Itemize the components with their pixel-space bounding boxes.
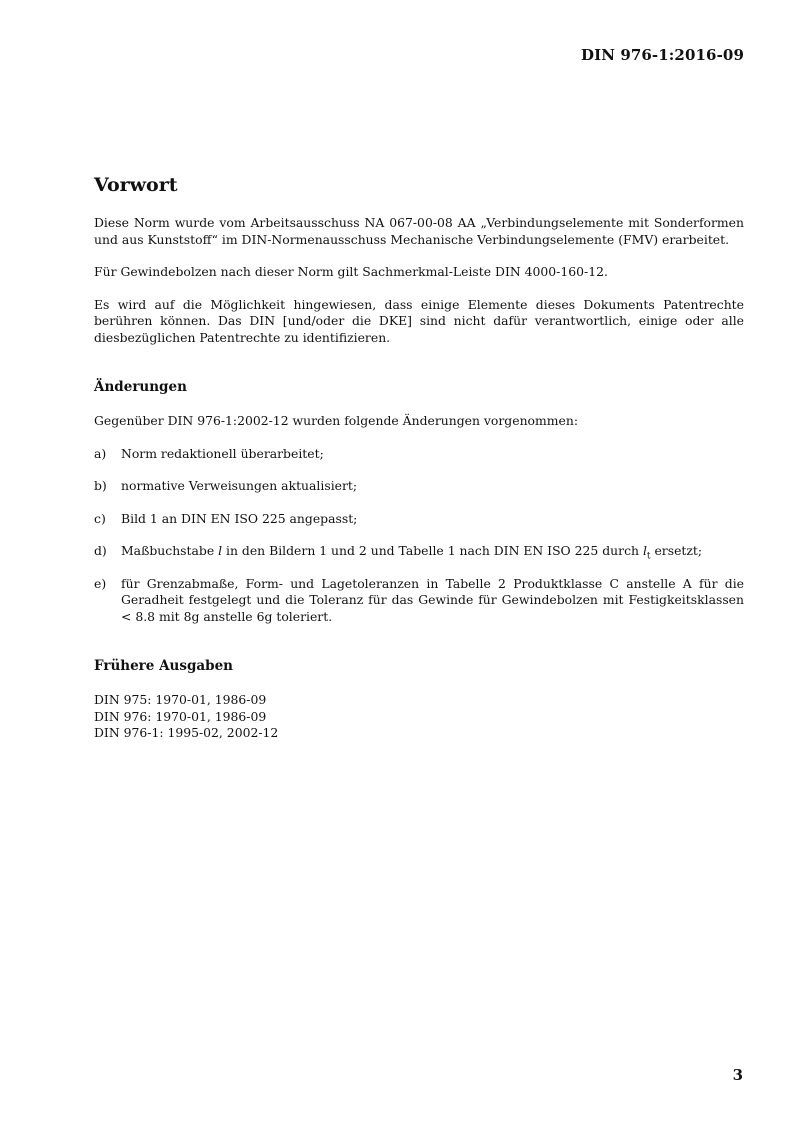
aenderungen-intro: Gegenüber DIN 976-1:2002-12 wurden folgende Änderungen vorgenommen: [94, 413, 578, 428]
dimension-symbol: l [642, 543, 647, 558]
list-item-text-part: ersetzt; [650, 543, 703, 558]
edition-line: DIN 975: 1970-01, 1986-09 [94, 692, 267, 707]
list-item-letter: e) [94, 575, 107, 591]
list-item [94, 446, 744, 463]
list-item [94, 543, 744, 560]
vorwort-paragraph: Für Gewindebolzen nach dieser Norm gilt Sachmerkmal-Leiste DIN 4000-160-12. [94, 264, 608, 279]
vorwort-paragraph: Es wird auf die Möglichkeit hingewiesen, dass einige Elemente dieses Dokuments Patentrechte berühren können. Das DIN [und/oder die DKE] sind nicht dafür verantwortlich, einige oder alle diesbezüglichen Patentrechte zu identifizieren. [94, 296, 744, 345]
aenderungen-heading: Änderungen [94, 379, 187, 395]
page-number: 3 [732, 1066, 743, 1084]
list-item-letter: b) [94, 478, 107, 493]
fruehere-ausgaben-heading: Frühere Ausgaben [94, 658, 234, 674]
list-item-text: Bild 1 an DIN EN ISO 225 angepasst; [121, 510, 358, 526]
list-item [94, 511, 744, 528]
list-item-letter: d) [94, 543, 107, 558]
list-item [94, 478, 744, 495]
list-item-text [121, 543, 744, 560]
dimension-symbol-subscript: t [646, 551, 651, 562]
edition-line: DIN 976: 1970-01, 1986-09 [94, 708, 267, 724]
list-item-text-part: in den Bildern 1 und 2 und Tabelle 1 nach DIN EN ISO 225 durch [222, 543, 643, 558]
list-item [94, 576, 744, 626]
vorwort-title: Vorwort [94, 174, 178, 196]
editions-list [94, 692, 744, 742]
list-item-text: für Grenzabmaße, Form- und Lagetoleranzen in Tabelle 2 Produktklasse C anstelle A für die Geradheit festgelegt und die Toleranz für das Gewinde für Gewindebolzen mit Festigkeitsklassen < 8.8 mit 8g anstelle 6g toleriert. [121, 575, 744, 624]
edition-line: DIN 976-1: 1995-02, 2002-12 [94, 725, 279, 740]
vorwort-paragraph: Diese Norm wurde vom Arbeitsausschuss NA 067-00-08 AA „Verbindungselemente mit Sonderformen und aus Kunststoff“ im DIN-Normenausschuss Mechanische Verbindungselemente (FMV) erarbeitet. [94, 215, 744, 247]
list-item-text: Norm redaktionell überarbeitet; [121, 445, 324, 461]
list-item-text-part: Maßbuchstabe [121, 543, 219, 558]
list-item-letter: c) [94, 510, 106, 526]
list-item-text: normative Verweisungen aktualisiert; [121, 478, 358, 493]
dimension-symbol: l [218, 543, 223, 558]
document-id-header: DIN 976-1:2016-09 [580, 46, 744, 64]
page-content [94, 172, 744, 742]
list-item-letter: a) [94, 445, 107, 461]
